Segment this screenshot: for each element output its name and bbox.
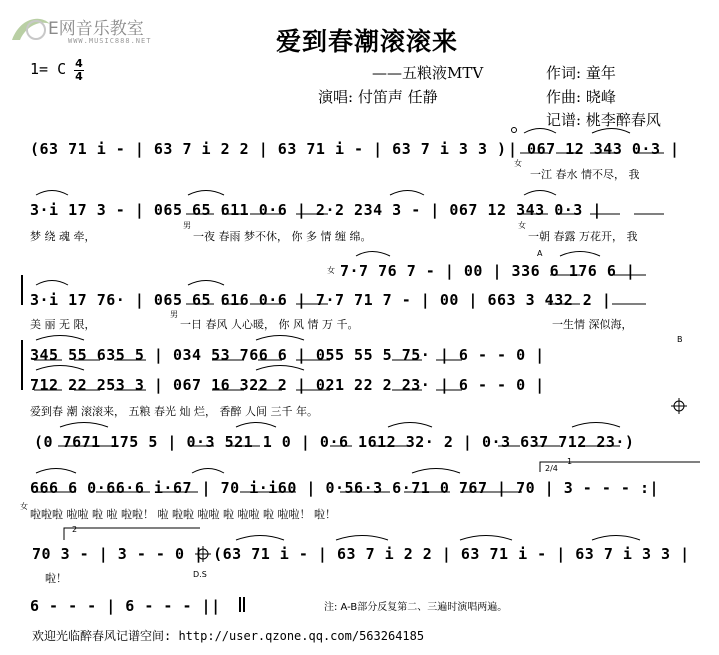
score-line: 3·i 17 3 - | 065 65 611 0·6 | 2·2 234 3 - | 067 12 343 0·3 | [30,201,602,219]
score-marker: B [677,335,683,344]
time-signature-top: 4 [75,57,83,70]
lyric-line: 一朝 春露 万花开， 我 [528,230,638,243]
lyric-line: 爱到春 潮 滚滚来， 五粮 春光 灿 烂， 香醉 人间 三千 年。 [30,405,318,418]
source: ——五粮液MTV [372,64,484,82]
footnote: 注: A-B部分反复第二、三遍时演唱两遍。 [324,602,508,613]
score-marker: D.S [193,570,207,579]
score-marker: 女 [514,159,522,168]
lyric-line: 一日 春风 人心暖， 你 风 情 万 千。 [180,318,359,331]
score-line: 345 55 635 5 | 034 53 766 6 | 055 55 5 75· | 6 - - 0 | [30,346,545,364]
score-marker: A [537,249,543,258]
time-signature-bottom: 4 [75,70,83,83]
lyric-line: 一夜 春雨 梦不休， 你 多 情 缠 绵。 [193,230,372,243]
score-marker: 2 [72,525,78,534]
score-line: 6 - - - | 6 - - - || [30,597,221,615]
lyric-line: 啦！ [45,572,67,585]
singers: 演唱: 付笛声 任静 [318,88,438,106]
site-url: WWW.MUSIC888.NET [68,37,152,45]
lyric-line: 一生情 深似海， [552,318,633,331]
song-title: 爱到春潮滚滚来 [276,27,459,56]
site-name: E网音乐教室 [48,19,144,39]
key-signature: 1= C [30,60,67,78]
score-marker: 2/4 [545,464,558,473]
score-line: 3·i 17 76· | 065 65 616 0·6 | 7·7 71 7 - | 00 | 663 3 432 2 | [30,291,612,309]
lyric-line: 啦啦啦 啦啦 啦 啦 啦啦！ 啦 啦啦 啦啦 啦 啦啦 啦 啦啦！ 啦！ [30,508,336,521]
score-line: (63 71 i - | 63 7 i 2 2 | 63 71 i - | 63 7 i 3 3 ) [30,140,507,158]
score-line: (0 7671 175 5 | 0·3 521 1 0 | 0·6 1612 32· 2 | 0·3 637 712 23·) [34,433,635,451]
lyric-line: 一江 春水 情不尽， 我 [530,168,640,181]
transcriber: 记谱: 桃李醉春风 [546,111,661,129]
score-line: | 067 12 343 0·3 | [508,140,680,158]
score-marker: 男 [183,221,191,230]
score-line: 7·7 76 7 - | 00 | 336 6 176 6 | [340,262,636,280]
score-line: 70 3 - | 3 - - 0 | (63 71 i - | 63 7 i 2 2 | 63 71 i - | 63 7 i 3 3 | [32,545,690,563]
score-line: 712 22 253 3 | 067 16 322 2 | 021 22 2 23· | 6 - - 0 | [30,376,545,394]
score-marker: 男 [170,310,178,319]
lyric-line: 美 丽 无 限， [30,318,96,331]
footer-link[interactable]: 欢迎光临醉春风记谱空间: http://user.qzone.qq.com/563264185 [32,629,425,643]
lyric-line: 梦 绕 魂 牵， [30,230,96,243]
score-line: 666 6 0·66·6 i·67 | 70 i·i60 | 0·56·3 6·71 0 767 | 70 | 3 - - - :| [30,479,660,497]
score-marker: 1 [567,457,573,466]
score-marker: 女 [518,221,526,230]
composer: 作曲: 晓峰 [546,88,616,106]
score-marker: 女 [327,266,335,275]
lyricist: 作词: 童年 [546,64,616,82]
score-marker: 女 [20,502,28,511]
